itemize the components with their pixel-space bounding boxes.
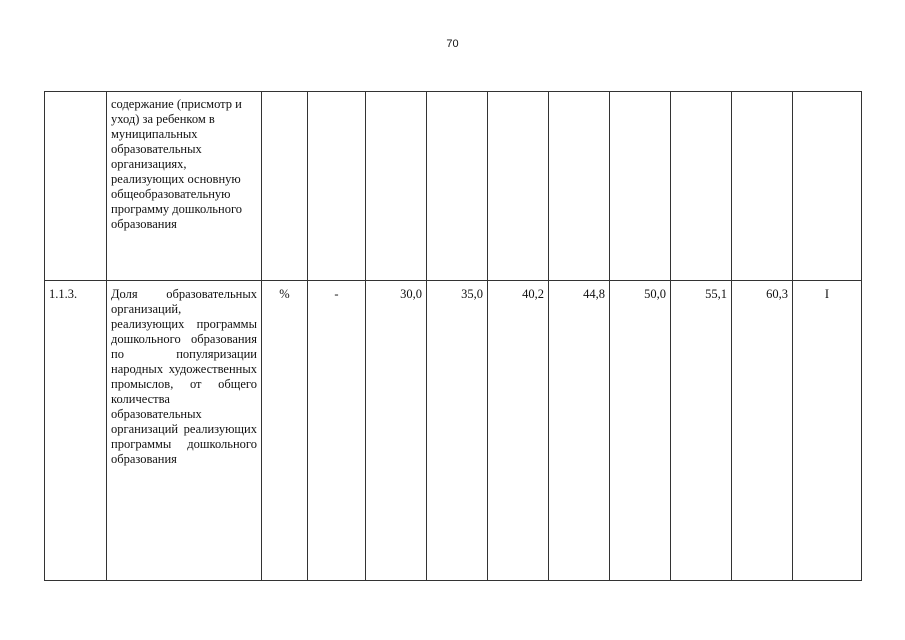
category-cell: I <box>793 281 862 581</box>
indicator-description-cell: Доля образовательных организаций, реализующих программы дошкольного образования по популяризации народных художественных промыслов, от общего количества образовательных организаций реализующих программы дошкольного образования <box>107 281 262 581</box>
value-cell: 50,0 <box>610 281 671 581</box>
value-cell <box>366 92 427 281</box>
row-number-cell: 1.1.3. <box>45 281 107 581</box>
value-cell: 35,0 <box>427 281 488 581</box>
value-cell <box>610 92 671 281</box>
value-cell: 60,3 <box>732 281 793 581</box>
table-row <box>45 281 862 581</box>
value-cell <box>488 92 549 281</box>
value-cell: 30,0 <box>366 281 427 581</box>
unit-cell <box>262 92 308 281</box>
page-number: 70 <box>446 38 459 50</box>
table-row <box>45 92 862 281</box>
value-cell: 40,2 <box>488 281 549 581</box>
indicator-description-cell: содержание (присмотр и уход) за ребенком в муниципальных образовательных организациях, реализующих основную общеобразовательную программу дошкольного образования <box>107 92 262 281</box>
indicators-table <box>44 91 862 581</box>
category-cell <box>793 92 862 281</box>
value-cell <box>427 92 488 281</box>
value-cell: 44,8 <box>549 281 610 581</box>
row-number-cell <box>45 92 107 281</box>
value-cell <box>732 92 793 281</box>
value-cell <box>549 92 610 281</box>
baseline-cell <box>308 92 366 281</box>
unit-cell: % <box>262 281 308 581</box>
value-cell <box>671 92 732 281</box>
baseline-cell: - <box>308 281 366 581</box>
value-cell: 55,1 <box>671 281 732 581</box>
